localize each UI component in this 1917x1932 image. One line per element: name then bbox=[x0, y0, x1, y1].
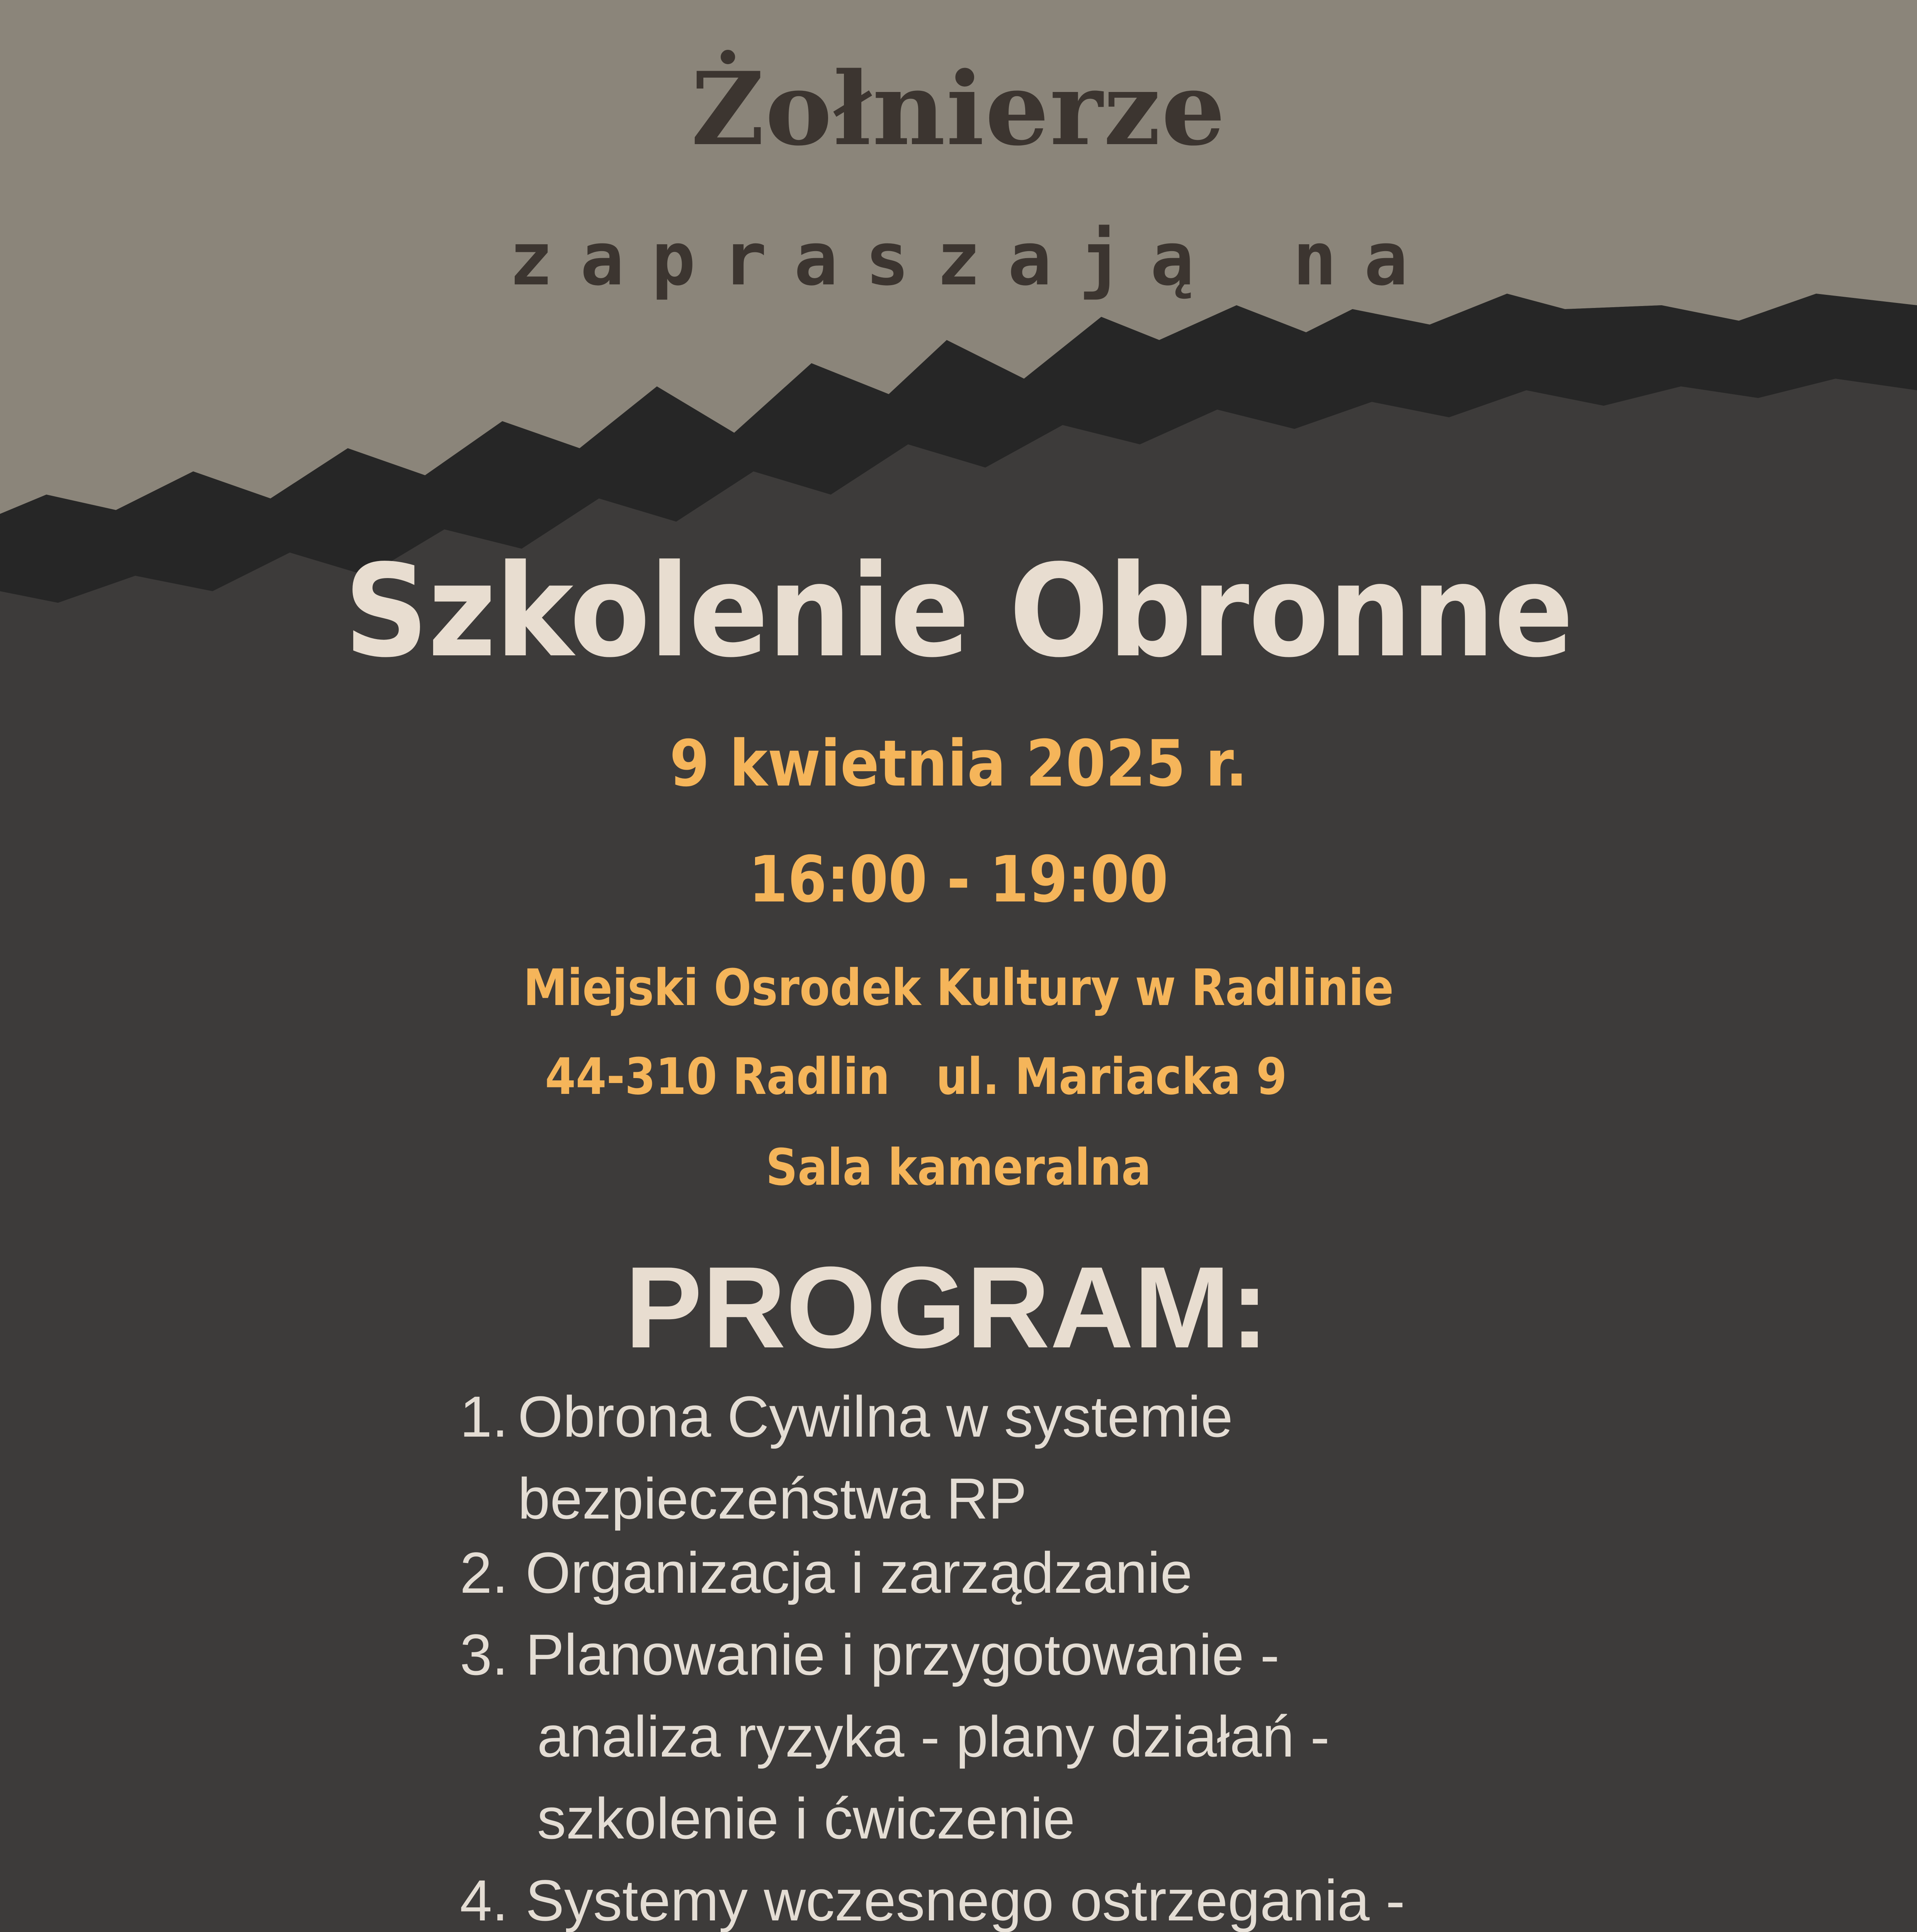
program-item-line: Systemy wczesnego ostrzegania - bbox=[526, 1868, 1405, 1932]
program-item-number: 3. bbox=[460, 1622, 509, 1687]
program-item-number: 4. bbox=[460, 1868, 509, 1932]
program-item-number: 2. bbox=[460, 1540, 509, 1605]
event-time: 16:00 - 19:00 bbox=[748, 842, 1169, 917]
program-item-line: Planowanie i przygotowanie - bbox=[526, 1622, 1280, 1687]
program-item-line: Obrona Cywilna w systemie bbox=[518, 1384, 1233, 1449]
program-item bbox=[460, 1859, 1426, 1932]
program-item-number: 1. bbox=[460, 1384, 509, 1449]
event-address: 44-310 Radlin ul. Mariacka 9 bbox=[545, 1047, 1287, 1106]
program-item-line: Organizacja i zarządzanie bbox=[526, 1540, 1192, 1605]
program-item bbox=[460, 1614, 1426, 1859]
event-title: Szkolenie Obronne bbox=[344, 537, 1573, 685]
program-heading: PROGRAM: bbox=[625, 1242, 1269, 1372]
program-item-line: szkolenie i ćwiczenie bbox=[537, 1786, 1075, 1851]
program-item-line: bezpieczeństwa RP bbox=[518, 1466, 1027, 1531]
header-subtitle: zapraszają na bbox=[509, 216, 1436, 302]
program-list bbox=[460, 1376, 1426, 1932]
header-title: Żołnierze bbox=[691, 50, 1226, 168]
program-item bbox=[460, 1532, 1426, 1614]
event-venue: Miejski Osrodek Kultury w Radlinie bbox=[523, 958, 1394, 1017]
event-date: 9 kwietnia 2025 r. bbox=[669, 726, 1248, 801]
program-item bbox=[460, 1376, 1426, 1539]
program-item-line: analiza ryzyka - plany działań - bbox=[537, 1704, 1330, 1769]
event-room: Sala kameralna bbox=[765, 1138, 1152, 1197]
